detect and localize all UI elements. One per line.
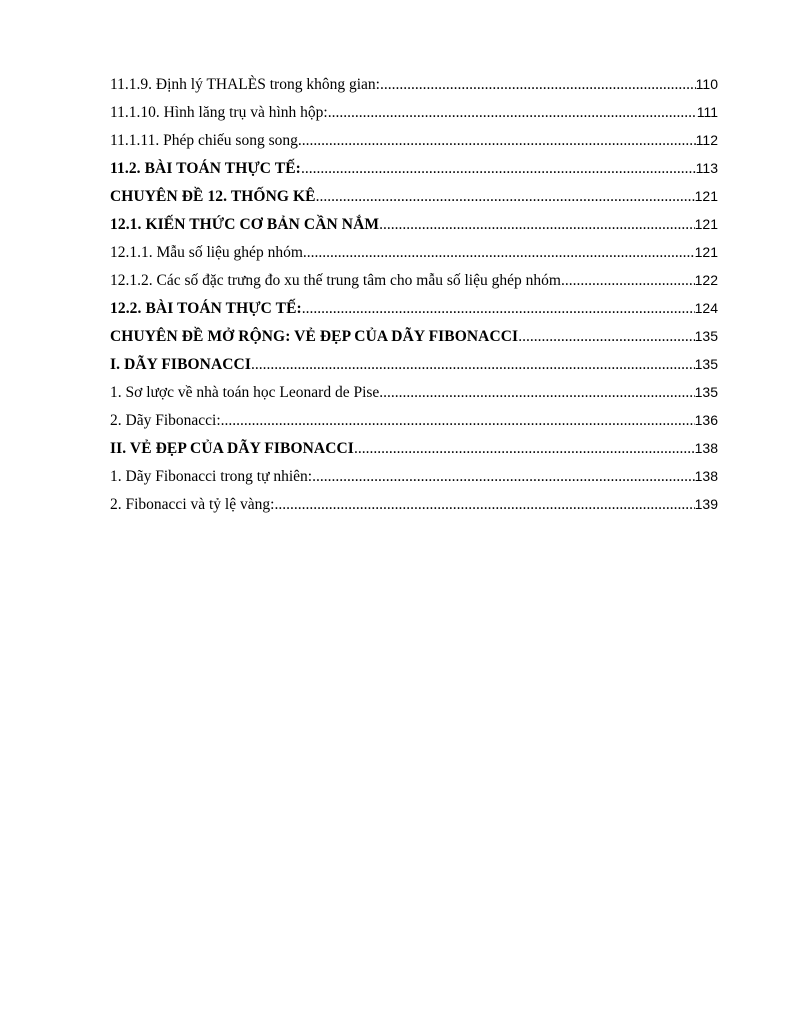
toc-entry-page: 136 [694, 412, 718, 428]
toc-dot-leader [561, 267, 695, 295]
toc-entry-page: 135 [694, 384, 718, 400]
toc-entry-page: 138 [694, 440, 718, 456]
toc-dot-leader [354, 435, 695, 463]
toc-entry-page: 121 [694, 244, 718, 260]
toc-dot-leader [221, 407, 695, 435]
toc-dot-leader [379, 211, 695, 239]
toc-entry-title: II. VẺ ĐẸP CỦA DÃY FIBONACCI [110, 440, 354, 457]
toc-entry[interactable] [110, 322, 718, 350]
toc-entry-title: 12.1.1. Mẫu số liệu ghép nhóm [110, 244, 303, 261]
toc-entry[interactable] [110, 154, 718, 182]
toc-entry[interactable] [110, 350, 718, 378]
toc-entry-title: 12.2. BÀI TOÁN THỰC TẾ: [110, 300, 302, 317]
toc-entry-page: 113 [695, 160, 718, 176]
toc-entry-page: 110 [695, 76, 718, 92]
toc-entry[interactable] [110, 378, 718, 406]
toc-entry-title: 1. Sơ lược về nhà toán học Leonard de Pise [110, 384, 380, 401]
toc-entry[interactable] [110, 294, 718, 322]
toc-dot-leader [379, 379, 694, 407]
toc-entry-page: 122 [694, 272, 718, 288]
toc-entry[interactable] [110, 98, 718, 126]
toc-dot-leader [251, 351, 695, 379]
toc-entry[interactable] [110, 70, 718, 98]
toc-dot-leader [298, 127, 696, 155]
toc-entry-title: 2. Dãy Fibonacci: [110, 412, 221, 429]
toc-entry[interactable] [110, 490, 718, 518]
toc-entry[interactable] [110, 434, 718, 462]
toc-entry[interactable] [110, 238, 718, 266]
toc-entry-title: 11.1.10. Hình lăng trụ và hình hộp: [110, 104, 328, 121]
toc-entry[interactable] [110, 266, 718, 294]
toc-entry-page: 138 [694, 468, 718, 484]
toc-entry[interactable] [110, 406, 718, 434]
toc-dot-leader [301, 155, 696, 183]
toc-dot-leader [328, 99, 697, 127]
toc-entry-page: 139 [694, 496, 718, 512]
toc-entry-title: 1. Dãy Fibonacci trong tự nhiên: [110, 468, 313, 485]
toc-entry[interactable] [110, 462, 718, 490]
toc-entry-title: 2. Fibonacci và tỷ lệ vàng: [110, 496, 275, 513]
toc-dot-leader [316, 183, 695, 211]
toc-entry-title: 11.2. BÀI TOÁN THỰC TẾ: [110, 160, 301, 177]
toc-entry[interactable] [110, 182, 718, 210]
toc-entry-title: CHUYÊN ĐỀ 12. THỐNG KÊ [110, 188, 316, 205]
toc-entry-page: 135 [694, 356, 718, 372]
toc-entry[interactable] [110, 210, 718, 238]
toc-dot-leader [274, 491, 694, 519]
toc-entry-page: 121 [694, 216, 718, 232]
toc-dot-leader [518, 323, 694, 351]
toc-entry-page: 135 [694, 328, 718, 344]
toc-dot-leader [302, 295, 695, 323]
toc-dot-leader [380, 71, 696, 99]
toc-entry[interactable] [110, 126, 718, 154]
toc-entry-title: 11.1.9. Định lý THALÈS trong không gian: [110, 76, 380, 93]
toc-entry-page: 111 [696, 104, 718, 120]
toc-entry-page: 124 [694, 300, 718, 316]
toc-dot-leader [312, 463, 695, 491]
table-of-contents [110, 70, 718, 518]
toc-dot-leader [303, 239, 695, 267]
toc-entry-title: 12.1.2. Các số đặc trưng đo xu thế trung tâm cho mẫu số liệu ghép nhóm [110, 272, 561, 289]
toc-entry-page: 121 [694, 188, 718, 204]
toc-entry-title: 11.1.11. Phép chiếu song song [110, 132, 298, 149]
toc-entry-title: I. DÃY FIBONACCI [110, 356, 251, 373]
toc-entry-title: CHUYÊN ĐỀ MỞ RỘNG: VẺ ĐẸP CỦA DÃY FIBONACCI [110, 328, 519, 345]
toc-entry-page: 112 [695, 132, 718, 148]
toc-entry-title: 12.1. KIẾN THỨC CƠ BẢN CẦN NẮM [110, 216, 380, 233]
